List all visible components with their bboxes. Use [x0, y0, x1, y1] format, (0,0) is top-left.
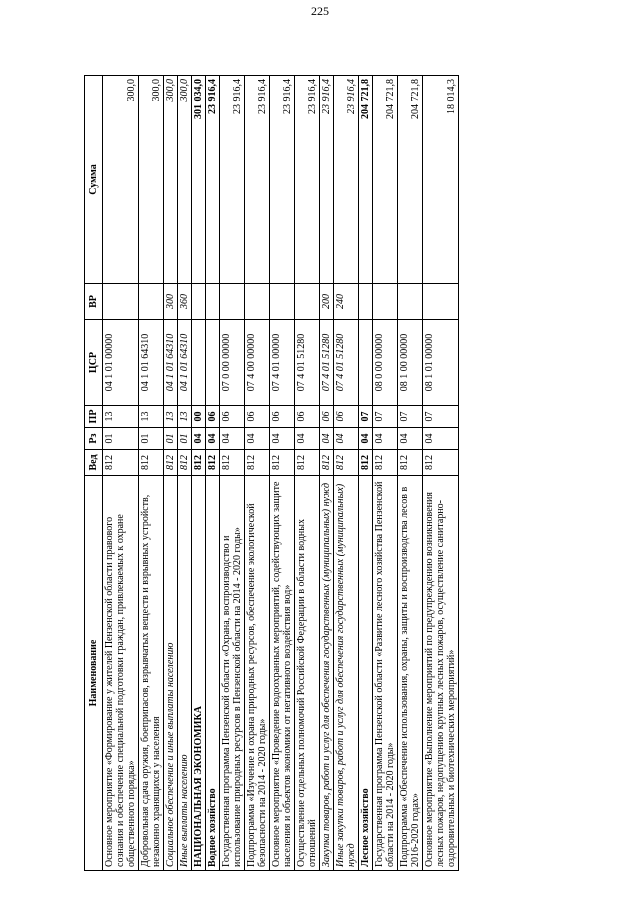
cell-name: Основное мероприятие «Выполнение мероприятий по предупреждению возникновения лесных пожаров, недопущению крупных лесных пожаров, осуществление санитарно-оздоровительных и биотехнических мероприятий» [423, 476, 459, 871]
cell-vr [220, 284, 245, 320]
cell-csr: 07 4 01 51280 [320, 320, 334, 406]
cell-vr [270, 284, 295, 320]
cell-pr: 13 [139, 406, 164, 428]
cell-name: Государственная программа Пензенской области «Охрана, воспроизводство и использование природных ресурсов в Пензенской области на 2014 - 2020 годы» [220, 476, 245, 871]
cell-sum: 300,0 [139, 76, 164, 284]
cell-sum: 301 034,0 [192, 76, 206, 284]
cell-name: Государственная программа Пензенской области «Развитие лесного хозяйства Пензенской области на 2014 - 2020 годы» [373, 476, 398, 871]
cell-pr: 06 [334, 406, 359, 428]
header-row [85, 76, 103, 871]
cell-csr: 08 1 01 00000 [423, 320, 459, 406]
cell-ved: 812 [178, 450, 192, 476]
cell-rz: 04 [398, 428, 423, 450]
cell-rz: 04 [295, 428, 320, 450]
cell-name: Добровольная сдача оружия, боеприпасов, взрывчатых веществ и взрывных устройств, незаконно хранящихся у населения [139, 476, 164, 871]
table-row [334, 76, 359, 871]
cell-name: Закупка товаров, работ и услуг для обеспечения государственных (муниципальных) нужд [320, 476, 334, 871]
cell-vr: 360 [178, 284, 192, 320]
cell-vr [359, 284, 373, 320]
cell-vr: 300 [164, 284, 178, 320]
cell-csr: 08 1 00 00000 [398, 320, 423, 406]
cell-rz: 04 [373, 428, 398, 450]
cell-csr [359, 320, 373, 406]
cell-vr [398, 284, 423, 320]
cell-csr: 04 1 01 64310 [178, 320, 192, 406]
cell-ved: 812 [373, 450, 398, 476]
cell-name: Социальное обеспечение и иные выплаты населению [164, 476, 178, 871]
cell-ved: 812 [320, 450, 334, 476]
cell-sum: 204 721,8 [373, 76, 398, 284]
cell-csr: 04 1 01 64310 [164, 320, 178, 406]
cell-csr: 07 4 01 51280 [295, 320, 320, 406]
cell-csr: 07 4 01 51280 [334, 320, 359, 406]
table-row [192, 76, 206, 871]
table-row [139, 76, 164, 871]
cell-rz: 04 [245, 428, 270, 450]
cell-sum: 23 916,4 [270, 76, 295, 284]
cell-ved: 812 [423, 450, 459, 476]
table-row [206, 76, 220, 871]
cell-csr: 04 1 01 00000 [103, 320, 139, 406]
cell-rz: 04 [359, 428, 373, 450]
cell-name: Водное хозяйство [206, 476, 220, 871]
cell-ved: 812 [398, 450, 423, 476]
cell-csr [206, 320, 220, 406]
cell-sum: 23 916,4 [220, 76, 245, 284]
table-row [423, 76, 459, 871]
cell-ved: 812 [359, 450, 373, 476]
header-csr: ЦСР [85, 320, 103, 406]
cell-rz: 04 [206, 428, 220, 450]
header-name: Наименование [85, 476, 103, 871]
cell-vr: 240 [334, 284, 359, 320]
cell-ved: 812 [103, 450, 139, 476]
cell-sum: 204 721,8 [398, 76, 423, 284]
cell-sum: 23 916,4 [245, 76, 270, 284]
cell-name: Подпрограмма «Изучение и охрана природных ресурсов, обеспечение экологической безопасности на 2014 - 2020 годы» [245, 476, 270, 871]
cell-pr: 06 [206, 406, 220, 428]
table-row [220, 76, 245, 871]
cell-pr: 06 [220, 406, 245, 428]
cell-sum: 300,0 [164, 76, 178, 284]
cell-vr [295, 284, 320, 320]
cell-rz: 01 [139, 428, 164, 450]
cell-vr [206, 284, 220, 320]
cell-vr [139, 284, 164, 320]
cell-pr: 06 [295, 406, 320, 428]
cell-ved: 812 [139, 450, 164, 476]
cell-pr: 06 [270, 406, 295, 428]
cell-ved: 812 [270, 450, 295, 476]
table-row [270, 76, 295, 871]
cell-pr: 07 [359, 406, 373, 428]
cell-rz: 01 [103, 428, 139, 450]
table-row [320, 76, 334, 871]
cell-rz: 04 [270, 428, 295, 450]
cell-sum: 23 916,4 [206, 76, 220, 284]
cell-vr [103, 284, 139, 320]
cell-sum: 204 721,8 [359, 76, 373, 284]
cell-ved: 812 [206, 450, 220, 476]
cell-csr: 08 0 00 00000 [373, 320, 398, 406]
cell-name: Иные закупки товаров, работ и услуг для обеспечения государственных (муниципальных) нужд [334, 476, 359, 871]
budget-table-rotated [84, 76, 564, 871]
cell-ved: 812 [245, 450, 270, 476]
cell-csr: 07 4 01 00000 [270, 320, 295, 406]
cell-sum: 300,0 [178, 76, 192, 284]
header-pr: ПР [85, 406, 103, 428]
cell-ved: 812 [192, 450, 206, 476]
cell-rz: 04 [423, 428, 459, 450]
cell-vr [373, 284, 398, 320]
header-ved: Вед [85, 450, 103, 476]
cell-sum: 23 916,4 [334, 76, 359, 284]
header-rz: Рз [85, 428, 103, 450]
cell-sum: 23 916,4 [320, 76, 334, 284]
cell-sum: 300,0 [103, 76, 139, 284]
cell-name: Подпрограмма «Обеспечение использования, охраны, защиты и воспроизводства лесов в 2016-2020 годах» [398, 476, 423, 871]
header-vr: ВР [85, 284, 103, 320]
cell-name: Иные выплаты населению [178, 476, 192, 871]
cell-name: Основное мероприятие «Проведение водоохранных мероприятий, содействующих защите населения и объектов экономики от негативного воздействия вод» [270, 476, 295, 871]
cell-rz: 01 [178, 428, 192, 450]
cell-pr: 07 [373, 406, 398, 428]
cell-pr: 13 [103, 406, 139, 428]
cell-vr [192, 284, 206, 320]
table-row [359, 76, 373, 871]
cell-name: Основное мероприятие «Формирование у жителей Пензенской области правового сознания и обеспечение специальной подготовки граждан, привлекаемых к охране общественного порядка» [103, 476, 139, 871]
cell-pr: 13 [164, 406, 178, 428]
table-row [164, 76, 178, 871]
cell-ved: 812 [334, 450, 359, 476]
cell-vr [423, 284, 459, 320]
table-row [398, 76, 423, 871]
cell-sum: 23 916,4 [295, 76, 320, 284]
cell-csr [192, 320, 206, 406]
cell-rz: 04 [334, 428, 359, 450]
cell-pr: 00 [192, 406, 206, 428]
cell-rz: 04 [220, 428, 245, 450]
cell-vr: 200 [320, 284, 334, 320]
cell-ved: 812 [220, 450, 245, 476]
cell-pr: 06 [320, 406, 334, 428]
cell-rz: 04 [192, 428, 206, 450]
cell-rz: 01 [164, 428, 178, 450]
cell-vr [245, 284, 270, 320]
table-row [245, 76, 270, 871]
table-body [103, 76, 459, 871]
cell-pr: 06 [245, 406, 270, 428]
header-sum: Сумма [85, 76, 103, 284]
table-row [178, 76, 192, 871]
cell-name: НАЦИОНАЛЬНАЯ ЭКОНОМИКА [192, 476, 206, 871]
cell-name: Лесное хозяйство [359, 476, 373, 871]
cell-ved: 812 [295, 450, 320, 476]
cell-csr: 04 1 01 64310 [139, 320, 164, 406]
table-row [373, 76, 398, 871]
cell-sum: 18 014,3 [423, 76, 459, 284]
cell-pr: 13 [178, 406, 192, 428]
cell-csr: 07 4 00 00000 [245, 320, 270, 406]
table-row [295, 76, 320, 871]
cell-pr: 07 [423, 406, 459, 428]
page-number: 225 [311, 4, 329, 18]
cell-rz: 04 [320, 428, 334, 450]
cell-name: Осуществление отдельных полномочий Российской Федерации в области водных отношений [295, 476, 320, 871]
table-row [103, 76, 139, 871]
cell-pr: 07 [398, 406, 423, 428]
cell-csr: 07 0 00 00000 [220, 320, 245, 406]
budget-table [84, 75, 459, 871]
cell-ved: 812 [164, 450, 178, 476]
